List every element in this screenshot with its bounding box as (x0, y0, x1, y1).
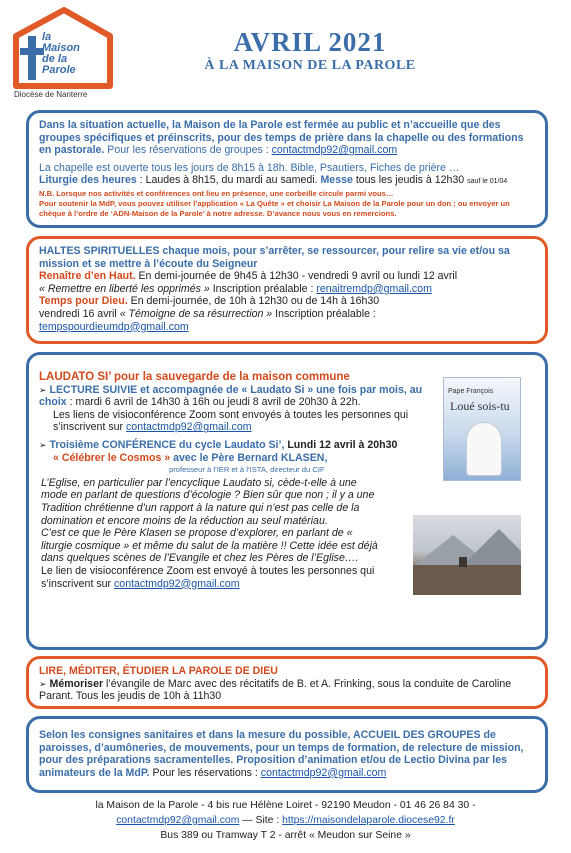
messe-label: Messe (320, 174, 353, 187)
laudato-title: LAUDATO SI’ pour la sauvegarde de la maison commune (39, 371, 350, 383)
conf-label: Troisième CONFÉRENCE du cycle Laudato Si’, (49, 438, 288, 451)
intro-text: Dans la situation actuelle, la Maison de la Parole est fermée au public et n’accueille que des groupes spécifiques et préinscrits, pour des temps de prière dans la chapelle ou des formations en pastorale. (39, 119, 524, 157)
footer-address: la Maison de la Parole - 4 bis rue Hélène Loiret - 92190 Meudon - 01 46 26 84 30 - (95, 800, 476, 811)
messe-note: sauf le 01/04 (467, 178, 508, 186)
lire-title: LIRE, MÉDITER, ÉTUDIER LA PAROLE DE DIEU (39, 665, 278, 677)
haltes-text: chaque mois, pour s’arrêter, se ressourcer, pour relire sa vie et/ou sa mission et se mettre à l’écoute du Seigneur (39, 245, 510, 270)
contact-email-link[interactable]: contactmdp92@gmail.com (271, 144, 398, 157)
lecture-text: : mardi 6 avril de 14h30 à 16h ou jeudi 8 avril de 20h30 à 22h. (66, 396, 361, 409)
footer-transport: Bus 389 ou Tramway T 2 - arrêt « Meudon sur Seine » (160, 830, 411, 841)
renaitre-label: Renaître d’en Haut. (39, 270, 136, 283)
accueil-box (26, 716, 548, 793)
conf-role: professeur à l’IER et à l’ISTA, directeur du CIF (169, 465, 325, 475)
accueil-email-link[interactable]: contactmdp92@gmail.com (260, 766, 387, 779)
haltes-box (26, 236, 548, 344)
lecture-label: LECTURE SUIVIE et accompagnée de « Laudato Si » une fois par mois, au choix (39, 383, 423, 409)
book-cover-image (443, 377, 521, 481)
renaitre-insc: Inscription préalable : (209, 282, 317, 295)
zoom-text: Le lien de visioconférence Zoom est envoyé à toutes les personnes qui s’inscrivent sur (41, 564, 375, 590)
intro-res: Pour les réservations de groupes : (104, 144, 272, 157)
temps-text: En demi-journée, de 10h à 12h30 ou de 14h à 16h30 (127, 295, 380, 308)
quote-paragraph-1: L’Eglise, en particulier par l’encyclique Laudato si, cède-t-elle à une mode en parlant de questions d’écologie ? Bien sûr que non ; il y a une Tradition chrétienne d’un rapport à la nature qui n’est pas celle de la domination et encore moins de la réduction au seul matériau. (41, 476, 375, 527)
liturgie-label: Liturgie des heures (39, 174, 137, 187)
logo-line: Parole (42, 64, 76, 76)
logo (6, 6, 118, 102)
haltes-label: HALTES SPIRITUELLES (39, 245, 160, 257)
laudato-box (26, 352, 548, 650)
messe-text: tous les jeudis à 12h30 (352, 174, 468, 187)
accueil-text: Selon les consignes sanitaires et dans la mesure du possible, ACCUEIL DES GROUPES de paroisses, d’aumôneries, de mouvements, pour un temps de formation, de relecture de mission, pour des préparations sacramentelles. Proposition d’animation et/ou de Lectio Divina par les animateurs de la MdP. (39, 729, 524, 779)
lecture-links: Les liens de visioconférence Zoom sont envoyés à toutes les personnes qui s’inscrivent sur (53, 408, 409, 434)
mountain-church-image (413, 515, 521, 595)
arrow-bullet-icon: ➢ (39, 439, 47, 450)
footer (0, 798, 571, 843)
temps-insc: Inscription préalable : (272, 307, 376, 320)
info-box (26, 110, 548, 228)
temps-label: Temps pour Dieu. (39, 295, 128, 308)
logo-line: la (42, 31, 52, 43)
page-subtitle: À LA MAISON DE LA PAROLE (204, 58, 416, 73)
quote-paragraph-2: C’est ce que le Père Klasen se propose d’explorer, en parlant de « liturgie cosmique » et même du salut de la matière !! Cette idée est déjà dans quelques scènes de l’Evangile et chez les Pères de l’Eglise…. (41, 527, 378, 565)
conf-with: avec le Père Bernard KLASEN, (170, 451, 328, 464)
liturgie-text: : Laudes à 8h15, du mardi au samedi. (136, 174, 321, 187)
page-title: AVRIL 2021 (233, 27, 387, 57)
logo-line: de la (42, 53, 68, 65)
church-icon (459, 557, 467, 567)
renaitre-text: En demi-journée de 9h45 à 12h30 - vendredi 9 avril ou lundi 12 avril (135, 270, 458, 283)
temps-email-link[interactable]: tempspourdieumdp@gmail.com (39, 320, 189, 333)
footer-site-link[interactable]: https://maisondelaparole.diocese92.fr (282, 815, 455, 826)
donation-text: Pour soutenir la MdP, vous pouvez utiliser l’application « La Quête » et choisir La Maison de la Parole pour un don ; ou envoyer un chèque à l’ordre de ‘ADN-Maison de la Parole’ à notre adresse. D’avance nous vous en remercions. (39, 198, 510, 218)
arrow-bullet-icon: ➢ (39, 384, 47, 395)
temps-date: vendredi 16 avril (39, 307, 120, 320)
zoom-email-link[interactable]: contactmdp92@gmail.com (114, 577, 240, 590)
diocese-label: Diocèse de Nanterre (14, 90, 88, 99)
logo-line: Maison (42, 42, 80, 54)
book-title: Loué sois-tu (450, 399, 510, 413)
lire-box (26, 656, 548, 709)
temps-theme: « Témoigne de sa résurrection » (119, 307, 273, 320)
nb-text: N.B. Lorsque nos activités et conférences ont lieu en présence, une corbeille circule parmi vous… (39, 188, 394, 198)
conf-date: Lundi 12 avril à 20h30 (287, 438, 398, 451)
pope-figure-icon (466, 422, 502, 476)
accueil-res: Pour les réservations : (149, 766, 261, 779)
logo-text (42, 32, 80, 76)
renaitre-email-link[interactable]: renaitremdp@gmail.com (316, 282, 432, 295)
footer-site-label: — Site : (239, 815, 283, 826)
conf-title: « Célébrer le Cosmos » (53, 451, 171, 464)
memo-label: Mémoriser (49, 677, 104, 690)
renaitre-theme: « Remettre en liberté les opprimés » (39, 282, 210, 295)
footer-email-link[interactable]: contactmdp92@gmail.com (116, 815, 240, 826)
book-author: Pape François (448, 388, 494, 395)
memo-text: l’évangile de Marc avec des récitatifs de B. et A. Frinking, sous la conduite de Caroline Parant. Tous les jeudis de 10h à 11h30 (39, 677, 512, 703)
arrow-bullet-icon: ➢ (39, 678, 47, 689)
chapel-text: La chapelle est ouverte tous les jours de 8h15 à 18h. Bible, Psautiers, Fiches de prière … (39, 161, 460, 174)
lecture-email-link[interactable]: contactmdp92@gmail.com (126, 421, 252, 434)
